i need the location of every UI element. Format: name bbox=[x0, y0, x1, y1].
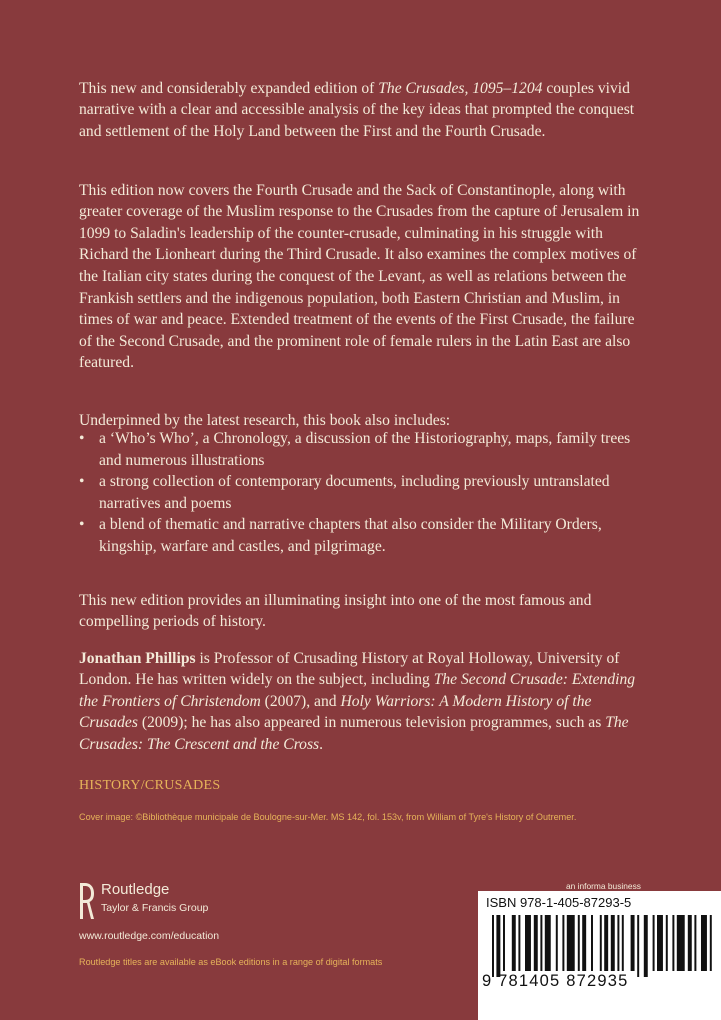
list-item bbox=[79, 428, 649, 471]
description-paragraph-4: This new edition provides an illuminating insight into one of the most famous and compelling periods of history. bbox=[79, 591, 592, 631]
bio-text: is Professor of Crusading History at Royal Holloway, University of London. He has written widely on the subject, including bbox=[79, 649, 620, 689]
author-name: Jonathan Phillips bbox=[79, 649, 196, 667]
bio-text: . bbox=[319, 735, 324, 753]
list-item bbox=[79, 514, 649, 557]
bullet-icon: • bbox=[79, 516, 85, 534]
list-item-text: a ‘Who’s Who’, a Chronology, a discussion of the Historiography, maps, family trees and numerous illustrations bbox=[99, 430, 631, 469]
informa-business-label: an informa business bbox=[566, 881, 641, 891]
bio-text: (2009); he has also appeared in numerous television programmes, such as bbox=[137, 714, 606, 732]
description-paragraph-2: This edition now covers the Fourth Crusade and the Sack of Constantinople, along with greater coverage of the Muslim response to the Crusades from the capture of Jerusalem in 1099 to Saladin's leadership of the counter-crusade, culminating in his struggle with Richard the Lionheart during the Third Crusade. It also examines the complex motives of the Italian city states during the conquest of the Levant, as well as relations between the Frankish settlers and the indigenous population, both Eastern Christian and Muslim, in times of war and peace. Extended treatment of the events of the First Crusade, the failure of the Second Crusade, and the prominent role of female rulers in the Latin East are also featured. bbox=[79, 181, 640, 372]
book-title-reference: The Crusades, 1095–1204 bbox=[378, 79, 543, 97]
list-item bbox=[79, 471, 649, 514]
isbn-barcode bbox=[478, 891, 721, 1020]
bio-text: (2007), and bbox=[260, 692, 341, 710]
author-bio bbox=[79, 648, 649, 756]
publisher-url: www.routledge.com/education bbox=[79, 930, 220, 942]
list-item-text: a blend of thematic and narrative chapters that also consider the Military Orders, kingship, warfare and castles, and pilgrimage. bbox=[99, 516, 602, 555]
publisher-logo bbox=[79, 881, 279, 921]
features-list bbox=[79, 428, 649, 558]
description-paragraph-1 bbox=[79, 78, 649, 143]
book-title-reference: The Crusades: The Crescent and the Cross bbox=[79, 714, 629, 753]
para1-text-b: couples vivid narrative with a clear and accessible analysis of the key ideas that prompted the conquest and settlement of the Holy Land between the First and the Fourth Crusade. bbox=[79, 79, 635, 140]
subject-category: HISTORY/CRUSADES bbox=[79, 778, 221, 793]
isbn-label: ISBN 978-1-405-87293-5 bbox=[486, 895, 632, 910]
book-title-reference: The Second Crusade: Extending the Frontiers of Christendom bbox=[79, 671, 636, 710]
barcode-icon bbox=[486, 915, 714, 977]
para1-text-a: This new and considerably expanded edition of bbox=[79, 79, 379, 97]
cover-image-credit: Cover image: ©Bibliothèque municipale de Boulogne-sur-Mer. MS 142, fol. 153v, from William of Tyre's History of Outremer. bbox=[79, 812, 577, 822]
publisher-group: Taylor & Francis Group bbox=[101, 902, 209, 914]
routledge-logo-icon bbox=[79, 881, 95, 921]
barcode-digits: 9 781405 872935 bbox=[482, 972, 629, 990]
book-title-reference: Holy Warriors: A Modern History of the Crusades bbox=[79, 692, 592, 732]
list-item-text: a strong collection of contemporary documents, including previously untranslated narratives and poems bbox=[99, 473, 610, 512]
includes-intro: Underpinned by the latest research, this book also includes: bbox=[79, 411, 451, 429]
ebook-availability-note: Routledge titles are available as eBook editions in a range of digital formats bbox=[79, 957, 383, 967]
publisher-name: Routledge bbox=[101, 881, 170, 898]
bullet-icon: • bbox=[79, 473, 85, 491]
bullet-icon: • bbox=[79, 430, 85, 447]
